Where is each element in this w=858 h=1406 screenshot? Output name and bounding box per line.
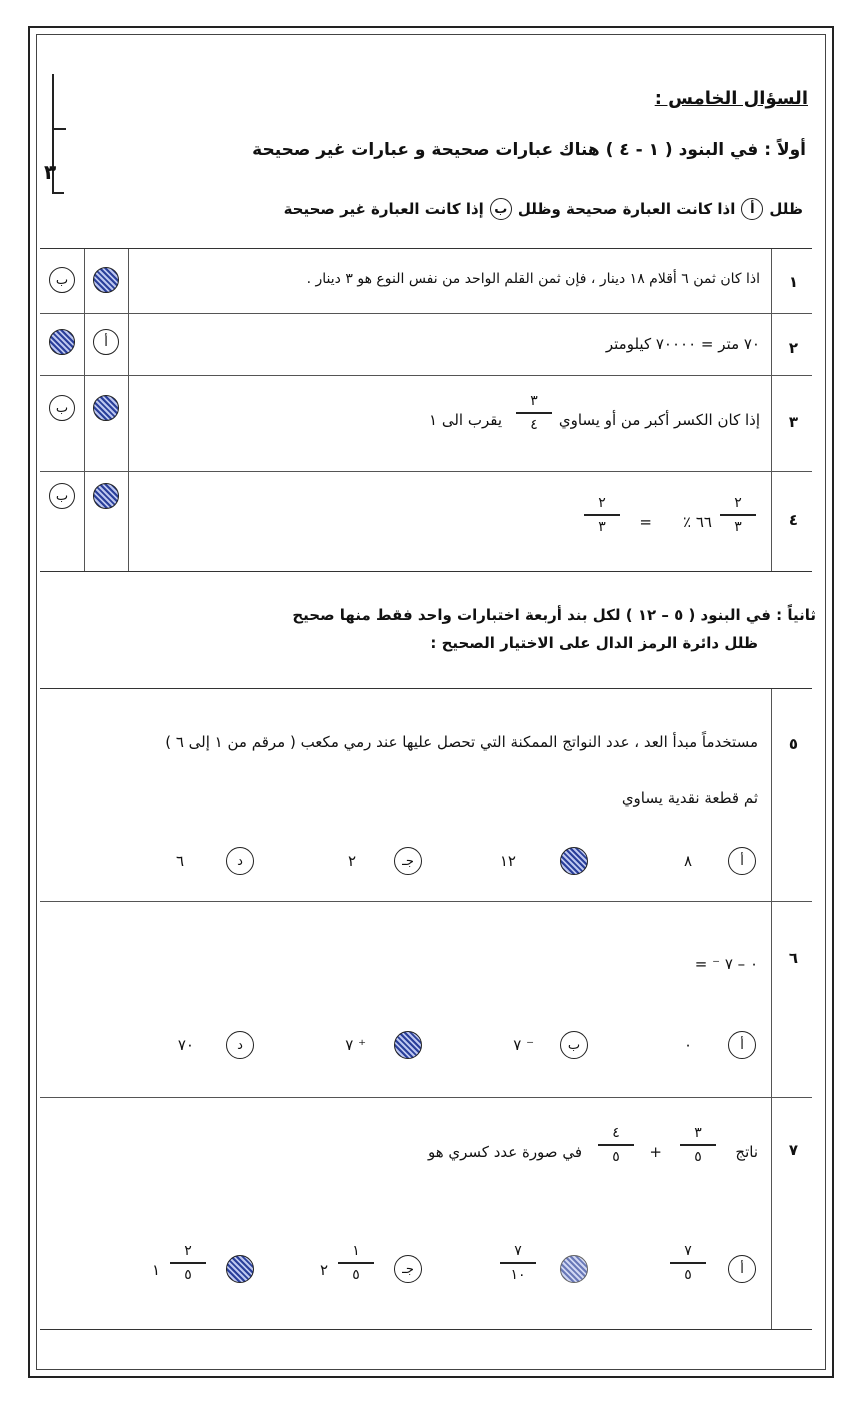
table-row [40, 249, 812, 314]
fraction [720, 495, 756, 535]
question-number: ٦ [788, 949, 798, 967]
item-text: اذا كان ثمن ٦ أقلام ١٨ دينار ، فإن ثمن القلم الواحد من نفس النوع هو ٣ دينار . [306, 271, 760, 287]
fraction-bar [720, 514, 756, 516]
option-value: ٦ [175, 852, 184, 870]
option-bubble[interactable]: ب [560, 1031, 588, 1059]
item-text: إذا كان الكسر أكبر من أو يساوي [558, 411, 760, 429]
option-value: ٧ ⁻ [513, 1036, 534, 1054]
fraction-numerator: ٣ [530, 393, 538, 409]
question-expression: ٠ – ٧ ⁻ = [694, 955, 758, 973]
option-value: ٠ [683, 1036, 692, 1054]
fraction-numerator: ١ [352, 1243, 360, 1259]
item-number: ٣ [788, 413, 798, 431]
part1-title: أولاً : في البنود ( ١ - ٤ ) هناك عبارات صحيحة و عبارات غير صحيحة [252, 140, 806, 160]
option-bubble[interactable]: جـ [394, 847, 422, 875]
option-bubble-shaded[interactable] [226, 1255, 254, 1283]
answer-true-bubble[interactable] [93, 483, 119, 509]
question-row [40, 689, 812, 902]
part2-subtitle: ظلل دائرة الرمز الدال على الاختيار الصحيح : [430, 634, 758, 652]
instruction-prefix: ظلل [769, 200, 803, 218]
score-mark: ٣ [44, 160, 57, 184]
option-fraction [500, 1243, 536, 1283]
question-text: ثم قطعة نقدية يساوي [621, 789, 758, 807]
plus-sign: + [649, 1143, 662, 1161]
fraction-numerator: ٤ [612, 1125, 620, 1141]
option-fraction [170, 1243, 206, 1283]
option-whole-number: ١ [151, 1261, 160, 1279]
option-bubble-shaded[interactable] [560, 847, 588, 875]
fraction-bar [670, 1262, 706, 1264]
option-bubble[interactable]: أ [728, 1031, 756, 1059]
question-text: مستخدماً مبدأ العد ، عدد النواتج الممكنة التي تحصل عليها عند رمي مكعب ( مرقم من ١ إلى ٦ ) [165, 733, 758, 751]
true-symbol-circle: أ [741, 198, 763, 220]
fraction-numerator: ٢ [598, 495, 606, 511]
option-value: ٧ ⁺ [345, 1036, 366, 1054]
fraction-denominator: ٥ [612, 1148, 620, 1165]
instruction-mid: اذا كانت العبارة صحيحة وظلل [517, 200, 736, 218]
fraction-denominator: ٥ [184, 1266, 192, 1283]
fraction-denominator: ٤ [530, 416, 538, 433]
question-heading: السؤال الخامس : [654, 88, 808, 109]
fraction-numerator: ٣ [694, 1125, 702, 1141]
fraction-bar [500, 1262, 536, 1264]
option-bubble[interactable]: د [226, 1031, 254, 1059]
fraction [598, 1125, 634, 1165]
fraction-denominator: ١٠ [510, 1266, 526, 1283]
fraction-denominator: ٥ [694, 1148, 702, 1165]
answer-false-bubble[interactable]: ب [49, 483, 75, 509]
fraction-numerator: ٧ [514, 1243, 522, 1259]
part1-instruction [284, 198, 803, 220]
false-symbol-circle: ب [490, 198, 512, 220]
option-whole-number: ٢ [319, 1261, 328, 1279]
answer-true-bubble[interactable]: أ [93, 329, 119, 355]
fraction [584, 495, 620, 535]
fraction-denominator: ٣ [598, 518, 606, 535]
item-number: ٢ [788, 339, 798, 357]
fraction-numerator: ٧ [684, 1243, 692, 1259]
question-row [40, 1097, 812, 1329]
fraction [680, 1125, 716, 1165]
part1-table [40, 248, 812, 572]
instruction-suffix: إذا كانت العبارة غير صحيحة [283, 200, 484, 218]
fraction-bar [170, 1262, 206, 1264]
part2-table [40, 688, 812, 1330]
fraction-bar [598, 1144, 634, 1146]
part2-title: ثانياً : في البنود ( ٥ – ١٢ ) لكل بند أربعة اختبارات واحد فقط منها صحيح [292, 606, 816, 624]
table-row [40, 313, 812, 376]
item-number: ١ [788, 273, 798, 291]
question-number: ٥ [788, 735, 798, 753]
item-text: ٦٦ ٪ [683, 513, 712, 531]
option-bubble[interactable]: د [226, 847, 254, 875]
fraction-bar [584, 514, 620, 516]
question-text: ناتج [735, 1143, 758, 1161]
question-text: في صورة عدد كسري هو [427, 1143, 582, 1161]
question-row [40, 901, 812, 1098]
item-text: ٧٠ متر = ٧٠٠٠٠ كيلومتر [605, 335, 760, 353]
option-value: ٧٠ [177, 1036, 194, 1054]
fraction-denominator: ٥ [684, 1266, 692, 1283]
score-bracket-bottom [52, 192, 64, 194]
answer-false-bubble[interactable]: ب [49, 267, 75, 293]
fraction-bar [338, 1262, 374, 1264]
score-bracket-tick [52, 128, 66, 130]
question-number: ٧ [788, 1141, 798, 1159]
table-row [40, 375, 812, 472]
table-row [40, 471, 812, 571]
item-text: يقرب الى ١ [429, 411, 502, 429]
fraction-denominator: ٣ [734, 518, 742, 535]
option-value: ٨ [683, 852, 692, 870]
fraction-numerator: ٢ [734, 495, 742, 511]
option-bubble[interactable]: أ [728, 1255, 756, 1283]
answer-false-bubble[interactable] [49, 329, 75, 355]
answer-true-bubble[interactable] [93, 267, 119, 293]
option-bubble[interactable]: أ [728, 847, 756, 875]
option-fraction [670, 1243, 706, 1283]
option-bubble[interactable]: جـ [394, 1255, 422, 1283]
fraction-denominator: ٥ [352, 1266, 360, 1283]
option-value: ٢ [347, 852, 356, 870]
equals-sign: = [639, 513, 652, 531]
answer-true-bubble[interactable] [93, 395, 119, 421]
answer-false-bubble[interactable]: ب [49, 395, 75, 421]
fraction [516, 393, 552, 433]
option-fraction [338, 1243, 374, 1283]
option-bubble-shaded[interactable] [394, 1031, 422, 1059]
option-value: ١٢ [499, 852, 516, 870]
option-bubble-erased[interactable] [560, 1255, 588, 1283]
item-number: ٤ [788, 511, 798, 529]
fraction-numerator: ٢ [184, 1243, 192, 1259]
fraction-bar [516, 412, 552, 414]
fraction-bar [680, 1144, 716, 1146]
